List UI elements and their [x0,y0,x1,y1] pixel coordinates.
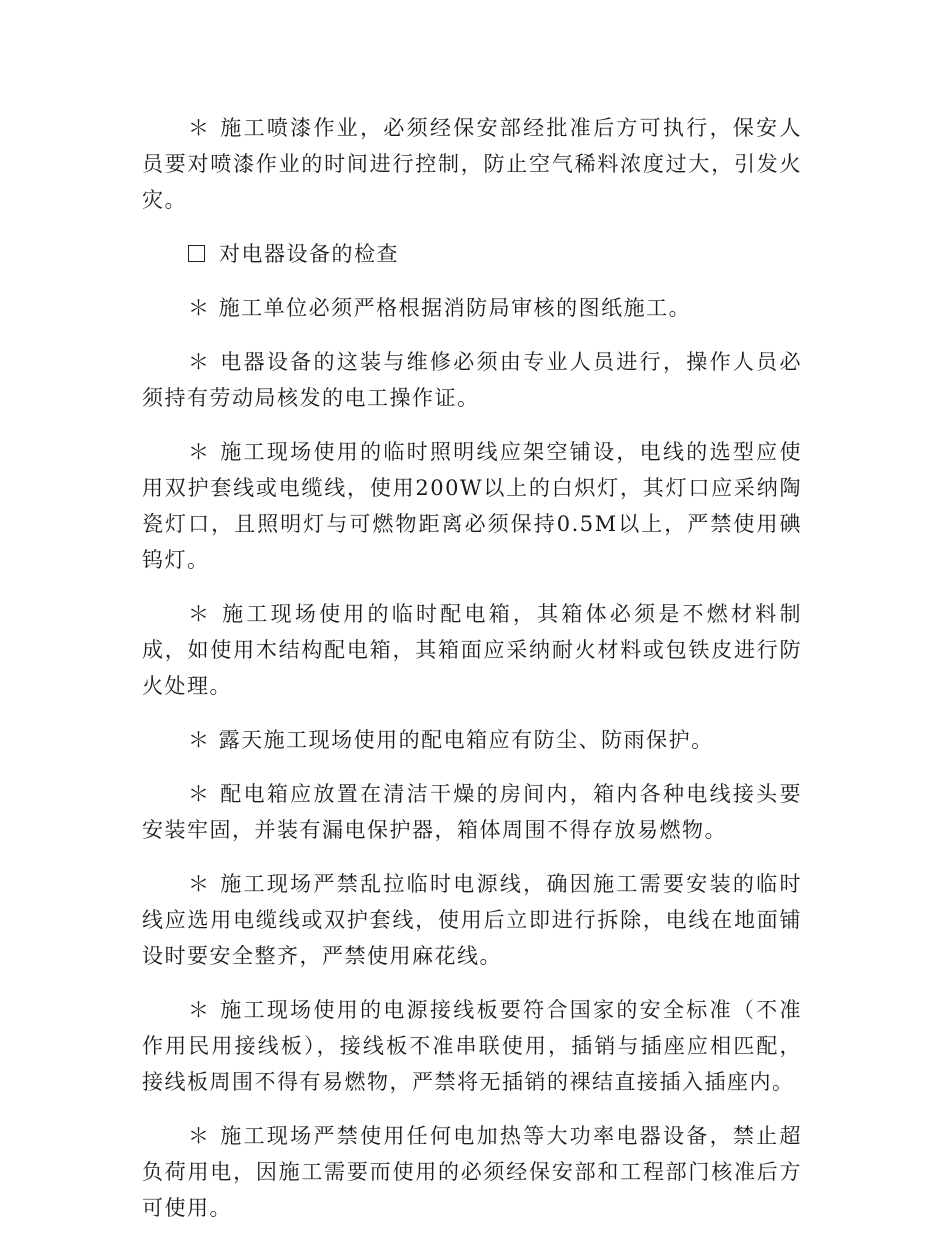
list-item: ＊ 施工现场严禁乱拉临时电源线，确因施工需要安装的临时线应选用电缆线或双护套线，使用后立即进行拆除，电线在地面铺设时要安全整齐，严禁使用麻花线。 [142,872,802,968]
list-item: ＊ 电器设备的这装与维修必须由专业人员进行，操作人员必须持有劳动局核发的电工操作证。 [142,350,802,410]
section-heading-text: 对电器设备的检查 [219,242,399,266]
checkbox-icon [188,245,205,262]
list-item: ＊ 施工现场使用的电源接线板要符合国家的安全标准（不准作用民用接线板），接线板不准串联使用，插销与插座应相匹配，接线板周围不得有易燃物，严禁将无插销的裸结直接插入插座内。 [142,998,802,1094]
section-heading [142,236,802,272]
list-item: ＊ 施工现场使用的临时照明线应架空铺设，电线的选型应使用双护套线或电缆线，使用200W以上的白炽灯，其灯口应采纳陶瓷灯口，且照明灯与可燃物距离必须保持0.5M以上，严禁使用碘钨灯。 [142,440,802,572]
list-item: ＊ 施工现场严禁使用任何电加热等大功率电器设备，禁止超负荷用电，因施工需要而使用的必须经保安部和工程部门核准后方可使用。 [142,1124,802,1220]
list-item: ＊ 施工单位必须严格根据消防局审核的图纸施工。 [188,296,692,320]
paragraph-painting: ＊ 施工喷漆作业，必须经保安部经批准后方可执行，保安人员要对喷漆作业的时间进行控制，防止空气稀料浓度过大，引发火灾。 [142,116,802,212]
document-body [142,110,802,1244]
list-item: ＊ 配电箱应放置在清洁干燥的房间内，箱内各种电线接头要安装牢固，并装有漏电保护器，箱体周围不得存放易燃物。 [142,782,802,842]
list-item: ＊ 露天施工现场使用的配电箱应有防尘、防雨保护。 [188,728,714,752]
list-item: ＊ 施工现场使用的临时配电箱，其箱体必须是不燃材料制成，如使用木结构配电箱，其箱面应采纳耐火材料或包铁皮进行防火处理。 [142,602,802,698]
